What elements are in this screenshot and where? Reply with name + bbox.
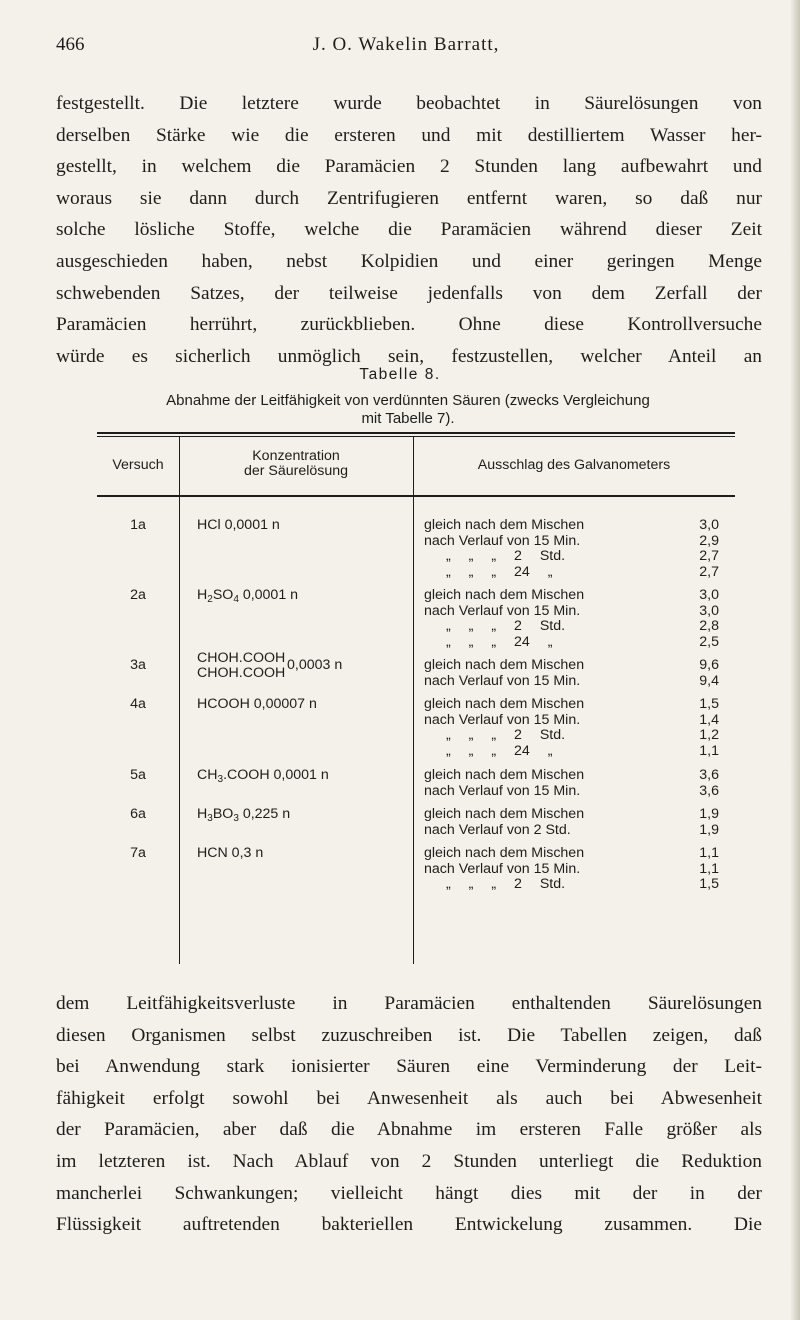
table-caption-line: Abnahme der Leitfähigkeit von verdünnten Säuren (zwecks Vergleichung — [166, 392, 650, 409]
time-label: „ „ „ 24 „ — [446, 633, 553, 650]
acid-concentration: 0,0003 n — [287, 657, 343, 673]
row-versuch: 4a — [130, 696, 146, 712]
paragraph-line: dem Leitfähigkeitsverluste in Paramäcien enthaltenden Säurelösungen — [56, 993, 762, 1014]
time-label: „ „ „ 24 „ — [446, 742, 553, 759]
header-konzentration — [179, 449, 413, 479]
row-versuch: 3a — [130, 657, 146, 673]
row-values — [687, 588, 719, 650]
paragraph-line: diesen Organismen selbst zuzuschreiben ist. Die Tabellen zeigen, daß — [56, 1024, 762, 1046]
time-label: „ „ „ 2 Std. — [446, 618, 566, 634]
time-label: „ „ „ 2 Std. — [446, 727, 566, 743]
time-label: gleich nach dem Mischen — [424, 587, 585, 603]
column-divider — [179, 497, 180, 964]
row-acid: HCN 0,3 n — [197, 845, 264, 861]
row-times — [424, 807, 584, 838]
table-title: Tabelle 8. — [359, 366, 441, 383]
value: 3,6 — [699, 767, 719, 783]
paragraph-line: Paramäcien herrührt, zurückblieben. Ohne diese Kontrollversuche — [56, 314, 762, 336]
paragraph-line: bei Anwendung stark ionisierter Säuren eine Verminderung der Leit- — [56, 1056, 762, 1078]
table-caption — [80, 392, 736, 428]
acid-formula-line: CHOH.COOH — [197, 665, 286, 681]
value: 3,0 — [699, 587, 719, 603]
time-label: „ „ „ 2 Std. — [446, 548, 566, 564]
value: 1,1 — [699, 860, 719, 877]
time-label: nach Verlauf von 15 Min. — [424, 711, 581, 728]
value: 1,9 — [699, 806, 719, 822]
paragraph-line: festgestellt. Die letztere wurde beobachtet in Säurelösungen von — [56, 93, 762, 114]
paragraph-line: im letzteren ist. Nach Ablauf von 2 Stunden unterliegt die Reduktion — [56, 1150, 762, 1172]
paragraph-line: derselben Stärke wie die ersteren und mit destilliertem Wasser her- — [56, 124, 762, 146]
table-top-rule — [97, 432, 735, 434]
paragraph-line: würde es sicherlich unmöglich sein, festzustellen, welcher Anteil an — [56, 345, 762, 367]
time-label: nach Verlauf von 15 Min. — [424, 532, 581, 549]
time-label: nach Verlauf von 15 Min. — [424, 860, 581, 877]
row-versuch: 6a — [130, 806, 146, 822]
row-values — [687, 807, 719, 838]
value: 1,4 — [699, 711, 719, 728]
value: 3,0 — [699, 517, 719, 533]
time-label: nach Verlauf von 2 Std. — [424, 821, 571, 838]
value: 2,9 — [699, 532, 719, 549]
paragraph-line: ausgeschieden haben, nebst Kolpidien und einer geringen Menge — [56, 250, 762, 272]
row-values — [687, 846, 719, 893]
row-values — [687, 518, 719, 580]
time-label: gleich nach dem Mischen — [424, 767, 585, 783]
paragraph-line: fähigkeit erfolgt sowohl bei Anwesenheit als auch bei Abwesenheit — [56, 1087, 762, 1109]
row-versuch: 5a — [130, 767, 146, 783]
time-label: gleich nach dem Mischen — [424, 657, 585, 673]
time-label: gleich nach dem Mischen — [424, 845, 585, 861]
header-konzentration-line: der Säurelösung — [243, 463, 349, 479]
value: 9,6 — [699, 657, 719, 673]
time-label: nach Verlauf von 15 Min. — [424, 602, 581, 619]
table-caption-line: mit Tabelle 7). — [361, 410, 455, 427]
acid-formula-line: CHOH.COOH — [197, 650, 286, 666]
row-times — [424, 588, 584, 650]
header-konzentration-line: Konzentration — [252, 448, 340, 464]
row-acid: $CH_3.COOH$ 0,0001 n — [197, 767, 329, 785]
paragraph-line: schwebenden Satzes, der teilweise jedenfalls von dem Zerfall der — [56, 282, 762, 304]
column-divider — [413, 497, 414, 964]
row-values — [687, 658, 719, 689]
row-times — [424, 846, 584, 893]
paragraph-line: der Paramäcien, aber daß die Abnahme im ersteren Falle größer als — [56, 1119, 762, 1141]
running-head-author: J. O. Wakelin Barratt, — [312, 34, 500, 55]
scan-edge-shadow — [790, 0, 800, 1320]
paragraph-line: Flüssigkeit auftretenden bakteriellen Entwickelung zusammen. Die — [56, 1214, 762, 1236]
running-header — [56, 34, 756, 64]
value: 3,0 — [699, 602, 719, 619]
value: 9,4 — [699, 672, 719, 689]
value: 2,7 — [699, 563, 719, 580]
header-ausschlag: Ausschlag des Galvanometers — [477, 457, 671, 473]
page-number: 466 — [56, 34, 85, 55]
time-label: nach Verlauf von 15 Min. — [424, 782, 581, 799]
paragraph-1 — [56, 88, 762, 372]
row-times — [424, 768, 584, 799]
time-label: „ „ „ 2 Std. — [446, 876, 566, 892]
value: 1,5 — [699, 696, 719, 712]
value: 3,6 — [699, 782, 719, 799]
row-times — [424, 697, 584, 759]
data-table — [97, 432, 735, 964]
value: 2,5 — [699, 633, 719, 650]
value: 1,2 — [699, 727, 719, 743]
row-acid: $H_3BO_3$ 0,225 n — [197, 806, 291, 824]
row-versuch: 2a — [130, 587, 146, 603]
row-versuch: 7a — [130, 845, 146, 861]
paragraph-line: woraus sie dann durch Zentrifugieren entfernt waren, so daß nur — [56, 187, 762, 209]
row-acid: HCOOH 0,00007 n — [197, 696, 317, 712]
row-times — [424, 658, 584, 689]
row-times — [424, 518, 584, 580]
time-label: gleich nach dem Mischen — [424, 696, 585, 712]
row-acid — [197, 651, 285, 681]
paragraph-line: mancherlei Schwankungen; vielleicht hängt dies mit der in der — [56, 1182, 762, 1204]
row-acid: HCl 0,0001 n — [197, 517, 280, 533]
row-acid: $H_2SO_4$ 0,0001 n — [197, 587, 299, 605]
time-label: nach Verlauf von 15 Min. — [424, 672, 581, 689]
value: 1,1 — [699, 742, 719, 759]
table-header-rule — [97, 495, 735, 497]
paragraph-line: gestellt, in welchem die Paramäcien 2 Stunden lang aufbewahrt und — [56, 156, 762, 178]
value: 1,5 — [699, 876, 719, 892]
row-versuch: 1a — [130, 517, 146, 533]
row-values — [687, 768, 719, 799]
value: 1,9 — [699, 821, 719, 838]
value: 2,8 — [699, 618, 719, 634]
header-versuch: Versuch — [112, 457, 164, 473]
paragraph-line: solche lösliche Stoffe, welche die Paramäcien während dieser Zeit — [56, 219, 762, 241]
paragraph-2 — [56, 988, 762, 1241]
table-top-rule-thin — [97, 436, 735, 437]
time-label: gleich nach dem Mischen — [424, 517, 585, 533]
time-label: gleich nach dem Mischen — [424, 806, 585, 822]
time-label: „ „ „ 24 „ — [446, 563, 553, 580]
value: 2,7 — [699, 548, 719, 564]
value: 1,1 — [699, 845, 719, 861]
row-values — [687, 697, 719, 759]
